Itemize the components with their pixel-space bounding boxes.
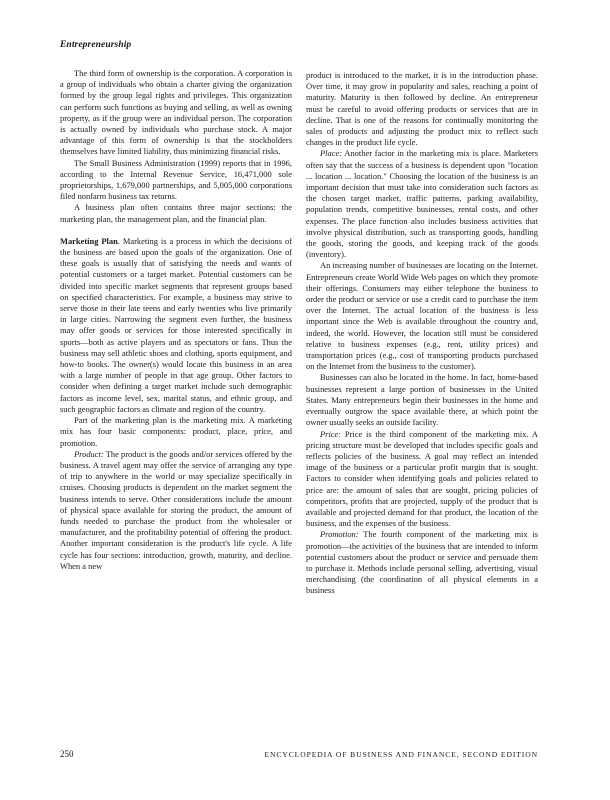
paragraph-business-plan: A business plan often contains three major sections: the marketing plan, the management plan, and the financial plan. [60,202,292,224]
promotion-label: Promotion: [320,529,359,540]
paragraph-marketing-plan [60,236,292,415]
paragraph-marketing-mix: Part of the marketing plan is the marketing mix. A marketing mix has four basic components: product, place, price, and promotion. [60,415,292,448]
price-label: Price: [320,428,342,439]
page-footer [60,749,538,761]
paragraph-place [306,148,538,260]
promotion-text: The fourth component of the marketing mix is promotion—the activities of the business that are intended to inform potential customers about the product or service and persuade them to purchase it. Methods include personal selling, advertising, visual merchandising (the coordination of all physical elements in a business [306,529,538,596]
place-text: Another factor in the marketing mix is place. Marketers often say that the success of a business is dependent upon "location ... location ... location." Choosing the location of the business is an important decision that must take into consideration such factors as the chosen target market, traffic patterns, parking availability, population trends, competitive businesses, rental costs, and other expenses. The place function also includes business activities that involve physical distribution, such as transporting goods, handling the goods, storing the goods, and keeping track of the goods (inventory). [306,148,538,260]
paragraph-product-continued: product is introduced to the market, it is in the introduction phase. Over time, it may grow in popularity and sales, reaching a point of maturity. Maturity is then followed by decline. An entrepreneur must be careful to avoid offering products or services that are in decline. That is one of the reasons for continually monitoring the sales of products and adjusting the product mix to reflect such changes in the product life cycle. [306,70,538,148]
paragraph-price [306,429,538,530]
publication-title: ENCYCLOPEDIA OF BUSINESS AND FINANCE, SECOND EDITION [264,750,538,759]
page-number: 250 [60,749,74,759]
paragraph-home-based: Businesses can also be located in the home. In fact, home-based businesses represent a large portion of businesses in the United States. Many entrepreneurs begin their businesses in the home and eventually outgrow the space available there, at which point the owner usually seeks an outside facility. [306,372,538,428]
right-column [306,70,538,597]
left-column [60,68,292,572]
section-gap [60,225,292,236]
product-label: Product: [74,448,104,459]
price-text: Price is the third component of the marketing mix. A pricing structure must be developed that includes specific goals and reflects policies of the business. A goal may reflect an intended image of the business or a particular profit margin that is sought. Factors to consider when identifying goals and policies related to price are: the amount of sales that are sought, pricing policies of competitors, profits that are projected, supply of the product that is available and projected demand for that product, the location of the business, and the expenses of the business. [306,428,538,529]
running-head: Entrepreneurship [60,40,132,50]
product-text: The product is the goods and/or services offered by the business. A travel agent may offer the service of arranging any type of trip to anywhere in the world or may specialize specifically in cruises. Choosing products is dependent on the market segment the business intends to serve. Other considerations include the amount of physical space available for storing the product, the amount of funds needed to purchase the product from the wholesaler or manufacturer, and the profitability potential of offering the product. Another important consideration is the product's life cycle. A life cycle has four sections: introduction, growth, maturity, and decline. When a new [60,448,292,571]
marketing-plan-text: . Marketing is a process in which the decisions of the business are based upon the goals of the organization. One of these goals is usually that of satisfying the needs and wants of potential customers or a target market. Potential customers can be divided into specific market segments that represent groups based on specified characteristics. For example, a business may strive to serve those in their late teens and early twenties who live primarily in large cities. Narrowing the segment even further, the business may offer goods or services for those interested specifically in sports—both as active players and as spectators or fans. Thus the business may sell athletic shoes and clothing, sports equipment, and how-to books. The owner(s) would locate this business in an area with a large number of people in that age group. Other factors to consider when defining a target market include such demographic factors as income level, sex, marital status, and ethnic group, and such geographic factors as climate and region of the country. [60,235,293,414]
place-label: Place: [320,148,343,159]
paragraph-promotion [306,529,538,596]
paragraph-product [60,449,292,572]
paragraph-internet: An increasing number of businesses are locating on the Internet. Entrepreneurs create World Wide Web pages on which they promote their offerings. Consumers may either telephone the business to order the product or service or use a credit card to purchase the item over the Internet. The actual location of the business is less important since the Web is available throughout the country and, indeed, the world. However, the location still must be considered relative to business expenses (e.g., rent, utility prices) and transportation prices (e.g., cost of transporting products purchased on the Internet from the business to the customer). [306,260,538,372]
paragraph-sba-report: The Small Business Administration (1999) reports that in 1996, according to the Internal Revenue Service, 16,471,000 sole proprietorships, 1,679,000 partnerships, and 5,005,000 corporations filed nonfarm business tax returns. [60,157,292,202]
marketing-plan-heading: Marketing Plan [60,235,118,246]
paragraph-corporation: The third form of ownership is the corporation. A corporation is a group of individuals who obtain a charter giving the organization formed by the group legal rights and privileges. This organization can perform such functions as buying and selling, as well as owning property, as if the group were an individual person. The corporation is actually owned by individuals who purchase stock. A major advantage of this form of ownership is that the stockholders themselves have limited liability, thus minimizing financial risks. [60,68,292,157]
